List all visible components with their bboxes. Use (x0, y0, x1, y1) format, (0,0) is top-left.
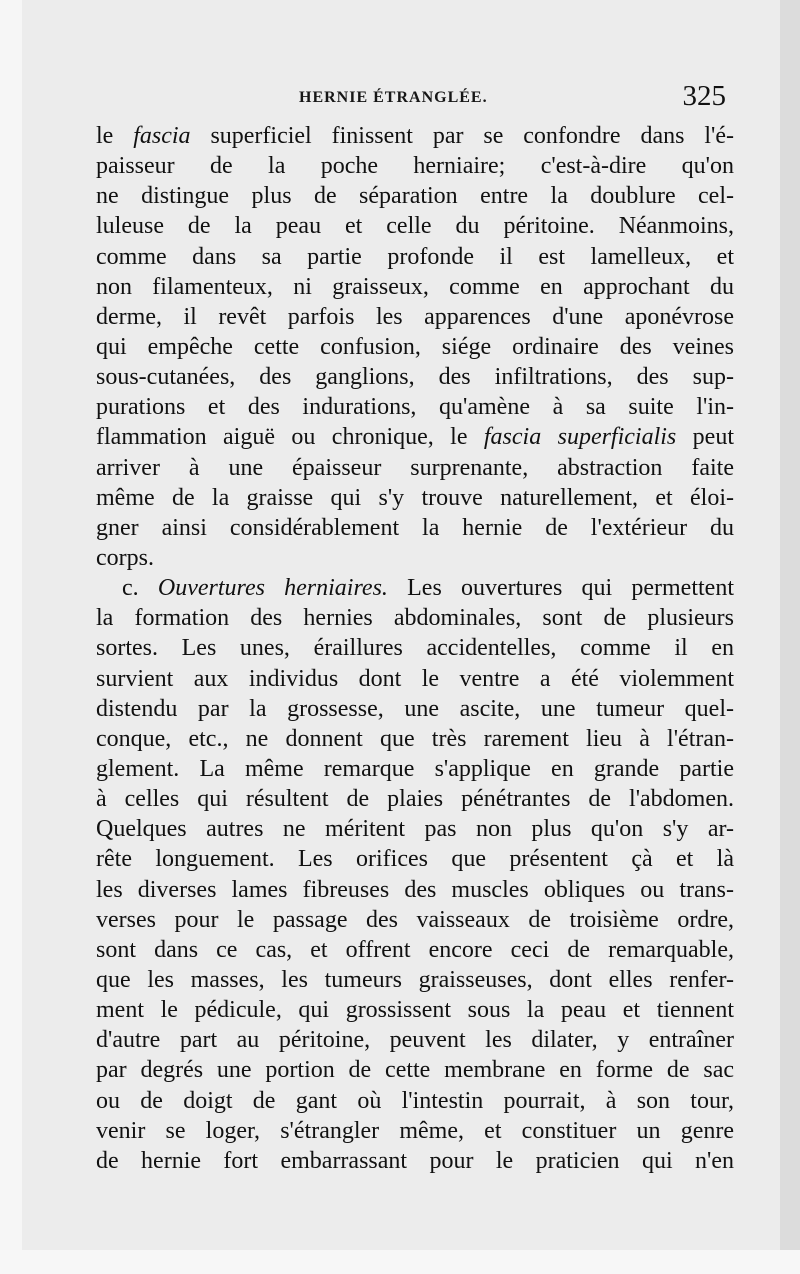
text-line: venir se loger, s'étrangler même, et constituer un genre (96, 1117, 734, 1144)
text-line: rête longuement. Les orifices que présentent çà et là (96, 846, 734, 873)
page-left-margin (0, 0, 22, 1274)
text-line: arriver à une épaisseur surprenante, abstraction faite (96, 454, 734, 481)
page-right-edge (780, 0, 800, 1274)
page-number: 325 (682, 80, 726, 112)
text-line: par degrés une portion de cette membrane en forme de sac (96, 1057, 734, 1084)
text-line: ment le pédicule, qui grossissent sous la peau et tiennent (96, 997, 734, 1024)
text-line: ou de doigt de gant où l'intestin pourrait, à son tour, (96, 1087, 734, 1114)
body-text (96, 121, 734, 1176)
text-line: conque, etc., ne donnent que très rarement lieu à l'étran- (96, 725, 734, 752)
text-line: à celles qui résultent de plaies pénétrantes de l'abdomen. (96, 786, 734, 813)
running-head (96, 82, 734, 116)
text-line: sous-cutanées, des ganglions, des infiltrations, des sup- (96, 364, 734, 391)
text-line: distendu par la grossesse, une ascite, une tumeur quel- (96, 695, 734, 722)
text-line: ne distingue plus de séparation entre la doublure cel- (96, 183, 734, 210)
text-line: gner ainsi considérablement la hernie de l'extérieur du (96, 514, 734, 541)
text-line: non filamenteux, ni graisseux, comme en approchant du (96, 273, 734, 300)
text-line: d'autre part au péritoine, peuvent les dilater, y entraîner (96, 1027, 734, 1054)
text-line: même de la graisse qui s'y trouve naturellement, et éloi- (96, 484, 734, 511)
text-line: glement. La même remarque s'applique en grande partie (96, 755, 734, 782)
text-line: Quelques autres ne méritent pas non plus qu'on s'y ar- (96, 816, 734, 843)
text-line: verses pour le passage des vaisseaux de troisième ordre, (96, 906, 734, 933)
text-line: comme dans sa partie profonde il est lamelleux, et (96, 243, 734, 270)
text-line: corps. (96, 544, 154, 571)
text-line: purations et des indurations, qu'amène à sa suite l'in- (96, 394, 734, 421)
text-line: sortes. Les unes, éraillures accidentelles, comme il en (96, 635, 734, 662)
text-line: le fascia superficiel finissent par se confondre dans l'é- (96, 123, 734, 149)
text-line: les diverses lames fibreuses des muscles obliques ou trans- (96, 876, 734, 903)
text-line: paisseur de la poche herniaire; c'est-à-dire qu'on (96, 153, 734, 180)
text-line: flammation aiguë ou chronique, le fascia superficialis peut (96, 424, 734, 451)
text-line: de hernie fort embarrassant pour le praticien qui n'en (96, 1147, 734, 1174)
running-title: HERNIE ÉTRANGLÉE. (299, 89, 488, 106)
italic-term: fascia superficialis (483, 424, 677, 451)
italic-term: fascia (133, 123, 191, 149)
section-heading: Ouvertures herniaires. (157, 575, 388, 602)
text-line: sont dans ce cas, et offrent encore ceci de remarquable, (96, 936, 734, 963)
text-line: survient aux individus dont le ventre a été violemment (96, 665, 734, 692)
text-line: derme, il revêt parfois les apparences d'une aponévrose (96, 303, 734, 330)
text-line: la formation des hernies abdominales, sont de plusieurs (96, 605, 734, 632)
text-line: c. Ouvertures herniaires. Les ouvertures qui permettent (122, 575, 734, 602)
text-line: que les masses, les tumeurs graisseuses, dont elles renfer- (96, 966, 734, 993)
text-line: qui empêche cette confusion, siége ordinaire des veines (96, 333, 734, 360)
page-bottom-margin (0, 1250, 800, 1274)
text-line: luleuse de la peau et celle du péritoine. Néanmoins, (96, 213, 734, 240)
